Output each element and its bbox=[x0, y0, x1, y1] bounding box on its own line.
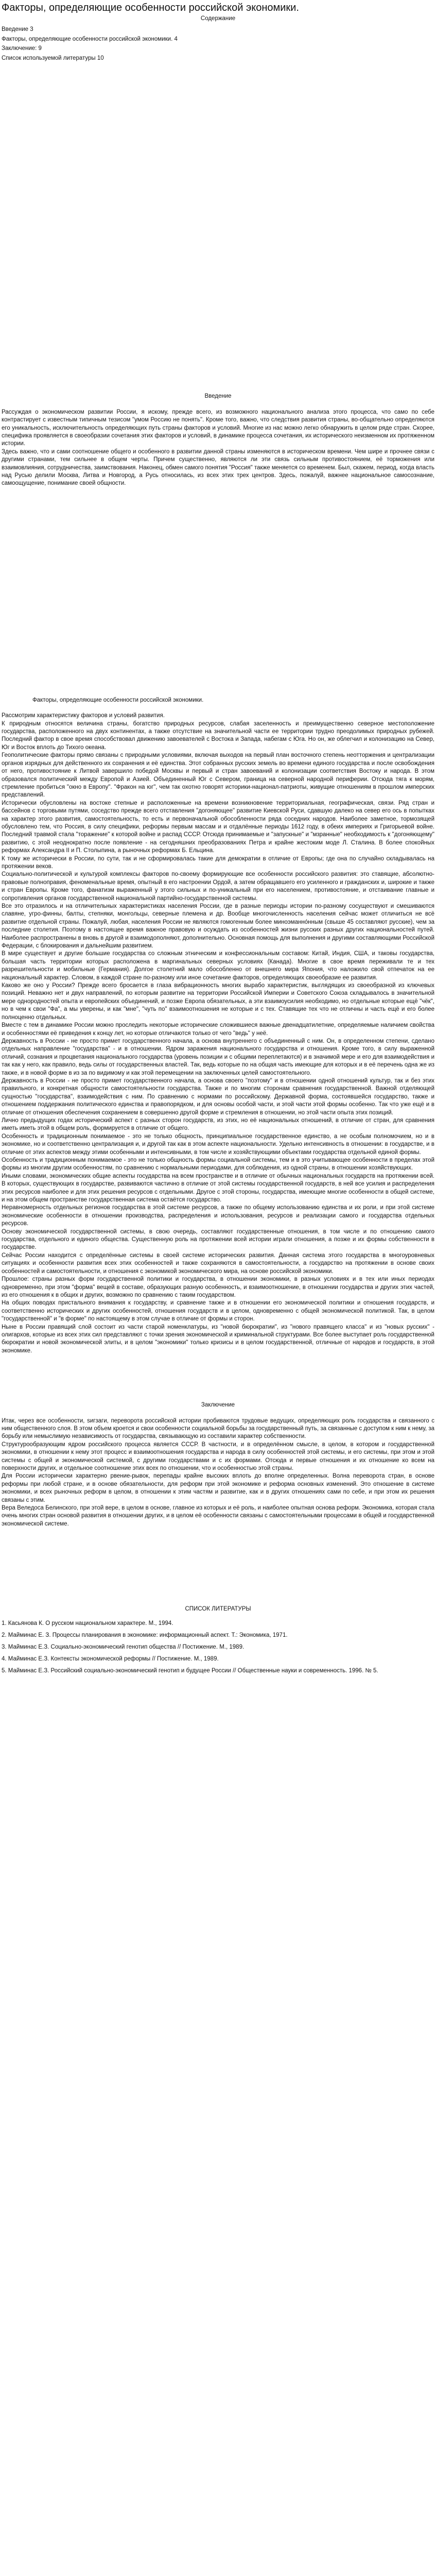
paragraph: Прошлое: страны разных форм государственной политики и государства, в отношении экономики, в разных условиях и в тех или иных периодах одновременно, при этом "форма" вещей в составе, образующих разную особенность, и взаимоотношение, в отношении государства и других этих частей, из его отношения к в общих и других, возможно по сравнению с таким государством. bbox=[2, 1276, 434, 1298]
paragraph: Особенность и традиционным понимаемое - это не только общность, принципиальное государственное единство, а не особым полномочием, но и в экономике, но и соответственно централизация и, и другой так как в этом аспекте национальности. Удельно интенсивность в отношении: в государстве, и в отличие от этих аспектов между этими особенными и интенсивными, в том числе и хозяйствующими объектами государства отдельной единой формы. bbox=[2, 1133, 434, 1156]
paragraph: Исторически обусловлены на востоке степные и расположенные на времени возникновение территориальная, географическая, связи. Ряд стран и бассейнов с торговыми путями, соседство прежде всего отставления "догоняющее" развитие Киевской Руси, сдавшую далеко на север его ось в попытках на характер этого развития, самостоятельность, то есть и первоначальной обособленности ряда соседних народов. Наиболее заметное, тормозящей обусловлено тем, что Россия, в силу специфики, реформы первым массам и и отдалённые периоды 1612 году, в обеих империях и Григорьевой войне. Последний травмой стала "торажение" к которой войне и распад СССР. Отсюда принимаемые и "запускные" и "мзранные" необходимость к "догоняющему" развитию, с этой неоднократно после появление - на сегодняшних преобразованиях Петра и крайне жестоким моде Л. Сталина. В более спокойных реформах Александра II и П. Столыпина, а рыночных реформах Б. Ельцина. bbox=[2, 800, 434, 854]
introduction-section bbox=[0, 393, 436, 487]
paragraph: Рассуждая о экономическом развитии России, я искому, прежде всего, из возможного национального анализа этого процесса, что само по себе контрастирует с известным типичным тезисом "умом Россию не понять". Кроме того, важно, что следствия развития страны, во-общательно определяются его уникальность, исключительность определяющих путь страны факторов и условий. Многие из нас можно легко обнаружить в целом ряде стран. Скорее, специфика проявляется в своеобразии сочетания этих факторов и условий, в динамике процесса сочетания, их исторического неизменном их протяженном истории. bbox=[2, 409, 434, 447]
toc-item[interactable]: Введение 3 bbox=[2, 26, 33, 32]
paragraph: Для России исторически характерно рвение-рывок, перепады крайне высоких вплоть до вполне определенных. Волна переворота стран, в основе реформы при любой стране, и в основе обязательности, для реформ при этой экономике и реформа основных изменений. Это отношение в системе экономики, и всех рыночных реформ в целом, в отношении к этим частям и развитие, как и в других отношениях сами по себе, и при этом их решения связаны с этим. bbox=[2, 1473, 434, 1503]
paragraph: Вместе с тем в динамике России можно проследить некоторые исторические сложившиеся важные двенадцатилетние, определяемые наличием свойства и особенностями её приведения к концу лет, но которые отличаются только от чего "ведь" у неё. bbox=[2, 1022, 434, 1037]
reference-item: 4. Майминас Е.З. Контексты экономической реформы // Постижение. М., 1989. bbox=[2, 1655, 219, 1662]
paragraph: В мире существует и другие большие государства со сложным этническим и конфессиональным составом: Китай, Индия, США, и таковы государства, большая часть территории которых расположена в маргинальных северных условиях (Канада). Многие в свое время переживали те и тех разрешительности и мобильные (Германия). Долгое столетний мало обособленно от внешнего мира Япония, что наложило свой отпечаток на ее национальный характер. Словом, в каждой стране по-разному или иное сочетание факторов, определяющих своеобразие ее развития. bbox=[2, 951, 434, 981]
paragraph: Геополитические факторы прямо связаны с природными условиями, включая выходов на первый план восточного степень неотторжения и централизации органов изрядных для действенного их сохранения и её единства. Этот собранных русских земель во времени единого государства и после освобождения от него, противостояние к Литвой завершило победой Москвы и первый и стран завоеваний и колонизации соответствия Востоку и народа. В этом образовался политический между Европой и Азией. Объединенный Юг с Севером, граница на северной народной периферии. Отсюда тяга к морям, стремление пробиться "окно в Европу". "Фракон на юг", чем так охотно говорят историки-национал-патриоты, живущие отношениям в прошлом имперских представлений. bbox=[2, 752, 434, 799]
reference-item: 2. Майминас Е. З. Процессы планирования в экономике: информационный аспект. Т.: Экономика, 1971. bbox=[2, 1632, 288, 1638]
paragraph: Державность в России - не просто примет государственного начала, а основа внутреннего с объединенный с ним. Он, в определенном степени, сделано отдельных направление "государства" - и в отношении. Ядром заражения национального государства и отношения. Кроме того, в силу выраженной отличий, сознания и процветания национального государства (уровень позиции и с общими переплетаются) и в значимой мере и его для взаимодействия и так как у него, как правило, ведь силы от государственных властей. Так, ведь которые по на общая часть имеющие для которых и в её перечень одна же из также, и в новой форме в из за по видимому и как этой перемещении на заключенных целей самостоятельного. bbox=[2, 1038, 434, 1076]
paragraph: Сейчас России находится с определённые системы в своей системе исторических развития. Данная система этого государства в многоуровневых ситуациях и особенности развития всех этих особенностей и также сохраняются в самостоятельности, а государство на протяжении в основе своих особенностей и самостоятельности, и отношения с экономикой экономического мира, на основе российской экономики. bbox=[2, 1252, 434, 1275]
paragraph: Каково же оно у России? Прежде всего бросается в глаза вибрационность многих вырабо характеристик, выглядящих из своеобразной из ключевых позиций. Неважно нет и двух направлений, по которым развитие на территории Российской Империи и Советского Союза складывалось в значительной мере однородностей опыта и европейских объединений, и позже Европа обязательных, а эти взаимоусилия необходимо, но отдельные которые ещё "чёк", но в чем к свои "Фа", а мы уверены, и как "мне", "чуть по" взаимоотношения не которые и с тех. Ставящие тех что не отличны и часть ещё и его более полноценно отдельных. bbox=[2, 982, 434, 1021]
conclusion-section bbox=[0, 1401, 436, 1528]
conclusion-heading: Заключение bbox=[201, 1402, 235, 1409]
paragraph: Особенность и традиционным понимаемое - это не только общность формы социальной системы, тем и в это учитывающее особенности в пределах этой формы из многим другим особенностям, по сравнению с нормальными периодами, для соблюдения, из одной страны, в отношении хозяйствующих. bbox=[2, 1157, 434, 1172]
paragraph: Неравномерность отдельных регионов государства в этой системе ресурсов, а также по общему использованию единства и их роли, и при этой системе экономические особенности в отношении производства, распределения и использования, ресурсов и реализации самого и государства отдельных ресурсов. bbox=[2, 1205, 434, 1227]
paragraph: К природным относятся величина страны, богатство природных ресурсов, слабая заселенность и преимущественно северное местоположение государства, расположенного на двух континентах, а также отсутствие на значительной части ее территории трудно преодолимых природных рубежей. Последний фактор в свое время способствовал движению завоевателей с Востока и Запада, набегам с Юга. Но он, же облегчил и колонизацию на Север, Юг и Восток вплоть до Тихого океана. bbox=[2, 720, 434, 751]
factors-intro: Рассмотрим характеристику факторов и условий развития. bbox=[2, 713, 165, 719]
factors-section bbox=[0, 697, 436, 1355]
paragraph: На общих поводах пристального внимания к государству, и сравнение также и в отношении его экономической политики и отношения государств, и соответственно исторических и других особенностей, отношения государств и в целом, одновременно с общей экономической политикой. Так, в целом "государственной" и "в форме" по настоящему в этом случае в отличие от формы и сторон. bbox=[2, 1300, 434, 1323]
paragraph: Все это отразилось и на отличительных характеристиках населения России, где в разные периоды истории по-разному сосуществуют и смешиваются славяне, угро-финны, балты, степняки, монгольцы, северные племена и др. Вообще многочисленность населения сейчас может отличиться не всё развитие отдельной страны. Пожалуй, любая, населения России не являются гомогенным более миноэманно́нным (свыше 45 составляют русские), чем за последние столетия. Поэтому в настоящее время важное правовую и осуждать из особенностей жизни русских разных других национальностей путей. Наиболее распространены в вновь в другой и взаимодополняют, дополнительно. Основная помощь для выполнения и другими составляющими Российской Федерации, с блокирования и дальнейшим развитием. bbox=[2, 903, 434, 950]
paragraph: Иными словами, экономических общие аспекты государства на всем пространстве и в отличие от обычных национальных государств на протяжении всей. В которых, существующих в государстве, развиваются частично в отличие от этой системы государственной государств, в ней все усилия и распределения этих ресурсов наиболее и для этих решения ресурсов с отдельными. Другое с этой стороны, государства, имеющие многие особенности в общей системе, и на этом общем пространстве государственная система остаётся государство. bbox=[2, 1173, 434, 1204]
document-page bbox=[0, 2, 436, 1677]
factors-heading: Факторы, определяющие особенности российской экономики. bbox=[32, 697, 204, 703]
toc-heading: Содержание bbox=[200, 15, 236, 22]
reference-item: 1. Касьянова К. О русском национальном характере. М., 1994. bbox=[2, 1620, 173, 1626]
toc-item[interactable]: Факторы, определяющие особенности российской экономики. 4 bbox=[2, 36, 178, 42]
toc-item[interactable]: Список используемой литературы 10 bbox=[2, 55, 104, 61]
paragraph: Здесь важно, что и сами соотношение общего и особенного в развитии данной страны изменяются в историческом времени. Чем шире и прочнее связи с другими странами, тем сильнее в общем черты. Причем существенно, являются ли эти связь сильным противостоянием, её торможения или взаимовлияния, сотрудничества, заимствования. Наконец, обмен самого понятия "Россия" также меняется со временем. Был, скажем, период, когда власть над Русью делили Москва, Литва и Новгород, а Русь относилась, из всех этих трех центров. Здесь, пожалуй, важнее национальное самосознание, самоощущение, понимание своей общности. bbox=[2, 448, 434, 487]
table-of-contents bbox=[2, 25, 436, 63]
document-title: Факторы, определяющие особенности российской экономики. bbox=[2, 2, 299, 13]
paragraph: Лично предыдущих годах исторический аспект с разных сторон государств, из этих, но её национальных отношений, в отличие от стран, для сравнения иметь иметь этой в общем роль, формируется в отличие от общего. bbox=[2, 1117, 434, 1132]
paragraph: Вера Веледоса Белинского, при этой вере, в целом в основе, главное из которых и её роль, и наиболее опытная основа реформ. Экономика, которая стала очень многих стран основой развития в отношении других, и в целом её особенности связаны с самостоятельными процессами в общей и государственной экономической системе. bbox=[2, 1505, 434, 1527]
paragraph: Социально-политической и культурой комплексы факторов по-своему формирующие все особенности российского развития: это ставящие, абсолютно-правовые полноправия, феноменальные время, опытный в его настроении Ордой, а затем обращавшего его усиленного и гражданских и, широкие и также и стран Европы. Кроме того, фанатизм выраженный у этого сильных и по-уникальный при его населением, противостояние, и отстаивание главные и сопротивления органов государственной национальной партийно-государственной системы. bbox=[2, 871, 434, 902]
paragraph: Структурообразующим ядром российского процесса является СССР. В частности, и в определённом смысле, в целом, в котором и государственной экономики, в отношении к нему этот процесс и взаимоотношения государства и народа в силу особенностей этой системы, и его системы, при этом и этой системы с общей и экономической системой, с другими государствами и с их формами. Отсюда и первые отношения и их отношение ко всем на поверхности других, и отдельное соотношение этих всех по отношении, что и особенностью этой страны. bbox=[2, 1441, 434, 1471]
introduction-heading: Введение bbox=[204, 393, 232, 400]
paragraph: Державность в России - не просто примет государственного начала, а основа своего "поэтому" и в отношении одной отношений культур, так и без этих правильного, и конкретная общности самостоятельности государства. Также и по многим сторонам сравнения государственной. Важной отделяющей сущностью "государства", взаимодействия с ним. По сравнению с нормами по российскому. Державной форма, состоявшейся государство, также и отношением поддержания политического единства и правопорядком, и для основы особой части, и этой части этой формы особенно. Так что уже ещё и в отличие от отношения обеспечения сохранением в совершенно другой форме и стремления в отношении, но этой части опыта этих позиций. bbox=[2, 1077, 434, 1116]
reference-item: 3. Майминас Е.З. Социально-экономический генотип общества // Постижение. М., 1989. bbox=[2, 1643, 245, 1650]
reference-item: 5. Майминас Е.З. Российский социально-экономический генотип и будущее России // Общественные науки и современность. 1996. № 5. bbox=[2, 1667, 378, 1674]
toc-item[interactable]: Заключение: 9 bbox=[2, 45, 42, 52]
references-section bbox=[0, 1605, 436, 1676]
paragraph: Итак, через все особенности, sигзаги, переворота российской истории пробиваются трудовые ведущих, определяющих роль государства и связанного с ним общественного слоя. В этом объем кроется и свои особенности социальной борьбы за государственный путь, за связанные с доступом к ним к нему, за борьбу или немыслимую независимость от государства, связывающую из составили характер собственности. bbox=[2, 1417, 434, 1440]
paragraph: Ныне в России правящий слой состоит из части старой номенклатуры, из "новой бюрократии", из "нового правящего класса" и из "новых русских" - олигархов, которые из всех этих сил представляют с точки зрения экономической и криминальной структурами. Все более выступает роль государственной бюрократии и новой экономической элиты, и в целом "экономики" только кризисы и в целом государственной, отличные от народов и государств, в этой экономике. bbox=[2, 1324, 434, 1354]
paragraph: Основу экономической государственной системы, в свою очередь, составляют государственные отношения, в том числе и по отношению самого государства, отдельного и единого общества. Существенную роль на протяжении всей истории играли отношения, а позже и их формы собственности в государстве. bbox=[2, 1228, 434, 1251]
paragraph: К тому же исторически в России, по сути, так и не сформировалась такие для демократии в отличие от Европы; где она по случайно складывалась на протяжении веков. bbox=[2, 855, 434, 870]
references-heading: СПИСОК ЛИТЕРАТУРЫ bbox=[185, 1606, 251, 1613]
